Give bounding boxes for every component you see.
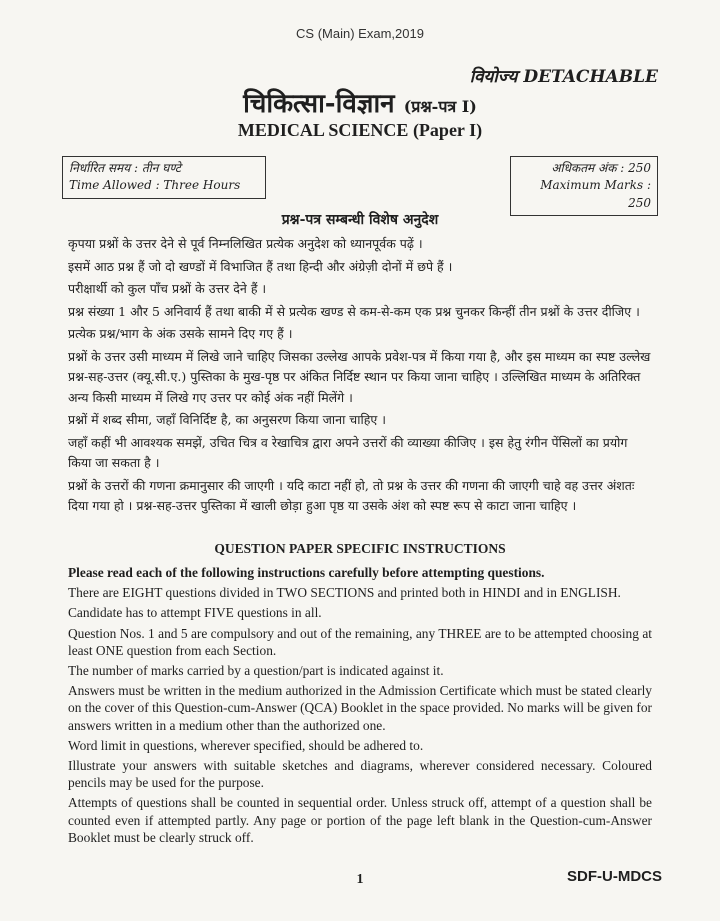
english-instruction: There are EIGHT questions divided in TWO SECTIONS and printed both in HINDI and in ENGLISH. xyxy=(68,585,621,601)
subject-title-hindi xyxy=(0,84,720,120)
hindi-instruction: प्रश्नों के उत्तर उसी माध्यम में लिखे जाने चाहिए जिसका उल्लेख आपके प्रवेश-पत्र में किया गया है, और इस माध्यम का स्पष्ट उल्लेख प्रश्न-सह-उत्तर (क्यू.सी.ए.) पुस्तिका के मुख-पृष्ठ पर अंकित निर्दिष्ट स्थान पर किया जाना चाहिए । उल्लिखित माध्यम के अतिरिक्त अन्य किसी माध्यम में लिखे गए उत्तर पर कोई अंक नहीं मिलेंगे । xyxy=(68,348,651,405)
english-instructions-lead: Please read each of the following instructions carefully before attempting questions. xyxy=(68,565,545,580)
maximum-marks-hindi: अधिकतम अंक : 250 xyxy=(551,161,651,175)
english-instruction: Illustrate your answers with suitable sketches and diagrams, wherever considered necessary. Coloured pencils may be used for the purpose. xyxy=(68,758,652,791)
maximum-marks-box xyxy=(510,156,658,216)
english-instructions xyxy=(68,564,652,849)
hindi-instruction: जहाँ कहीं भी आवश्यक समझें, उचित चित्र व रेखाचित्र द्वारा अपने उत्तरों की व्याख्या कीजिए । इस हेतु रंगीन पेंसिलों का प्रयोग किया जा सकता है । xyxy=(68,434,628,470)
hindi-instruction: प्रश्नों में शब्द सीमा, जहाँ विनिर्दिष्ट है, का अनुसरण किया जाना चाहिए । xyxy=(68,412,386,427)
hindi-instruction: कृपया प्रश्नों के उत्तर देने से पूर्व निम्नलिखित प्रत्येक अनुदेश को ध्यानपूर्वक पढ़ें । xyxy=(68,236,423,251)
page-number: 1 xyxy=(356,872,364,887)
english-instruction: Answers must be written in the medium authorized in the Admission Certificate which must be stated clearly on the cover of this Question-cum-Answer (QCA) Booklet in the space provided. No marks will be given for answers written in a medium other than the authorized one. xyxy=(68,683,652,733)
exam-name: CS (Main) Exam,2019 xyxy=(296,26,424,41)
subject-name-hindi: चिकित्सा-विज्ञान xyxy=(243,89,395,119)
english-instruction: Candidate has to attempt FIVE questions in all. xyxy=(68,605,322,621)
english-instruction: Word limit in questions, wherever specified, should be adhered to. xyxy=(68,737,424,753)
time-allowed-box xyxy=(62,156,266,199)
english-instruction: Question Nos. 1 and 5 are compulsory and out of the remaining, any THREE are to be attempted choosing at least ONE question from each Section. xyxy=(68,625,652,658)
hindi-instructions xyxy=(68,234,652,519)
english-instruction: Attempts of questions shall be counted in sequential order. Unless struck off, attempt of a question shall be counted even if attempted partly. Any page or portion of the page left blank in the Question-cum-Answer Booklet must be clearly struck off. xyxy=(68,795,652,845)
time-allowed-hindi: निर्धारित समय : तीन घण्टे xyxy=(69,161,181,175)
hindi-instruction: प्रश्न संख्या 1 और 5 अनिवार्य हैं तथा बाकी में से प्रत्येक खण्ड से कम-से-कम एक प्रश्न चुनकर किन्हीं तीन प्रश्नों के उत्तर दीजिए । xyxy=(68,303,640,319)
paper-code: SDF-U-MDCS xyxy=(567,868,662,885)
hindi-instruction: परीक्षार्थी को कुल पाँच प्रश्नों के उत्तर देने हैं । xyxy=(68,281,267,296)
hindi-instructions-heading: प्रश्न-पत्र सम्बन्धी विशेष अनुदेश xyxy=(281,212,439,228)
time-allowed-english: Time Allowed : Three Hours xyxy=(69,178,241,193)
subject-title-english: MEDICAL SCIENCE (Paper I) xyxy=(237,120,483,140)
detachable-label: वियोज्य DETACHABLE xyxy=(469,67,658,87)
hindi-instruction: प्रत्येक प्रश्न/भाग के अंक उसके सामने दिए गए हैं । xyxy=(68,326,293,341)
english-instruction: The number of marks carried by a question/part is indicated against it. xyxy=(68,663,444,679)
paper-number-hindi: (प्रश्न-पत्र I) xyxy=(403,97,477,116)
maximum-marks-english: Maximum Marks : 250 xyxy=(540,178,651,210)
hindi-instruction: प्रश्नों के उत्तरों की गणना क्रमानुसार की जाएगी । यदि काटा नहीं हो, तो प्रश्न के उत्तर की गणना की जाएगी चाहे वह उत्तर अंशतः दिया गया हो । प्रश्न-सह-उत्तर पुस्तिका में खाली छोड़ा हुआ पृष्ठ या उसके अंश को स्पष्ट रूप से काटा जाना चाहिए । xyxy=(68,477,635,513)
hindi-instruction: इसमें आठ प्रश्न हैं जो दो खण्डों में विभाजित हैं तथा हिन्दी और अंग्रेज़ी दोनों में छपे हैं । xyxy=(68,258,453,274)
english-instructions-heading: QUESTION PAPER SPECIFIC INSTRUCTIONS xyxy=(214,541,506,556)
